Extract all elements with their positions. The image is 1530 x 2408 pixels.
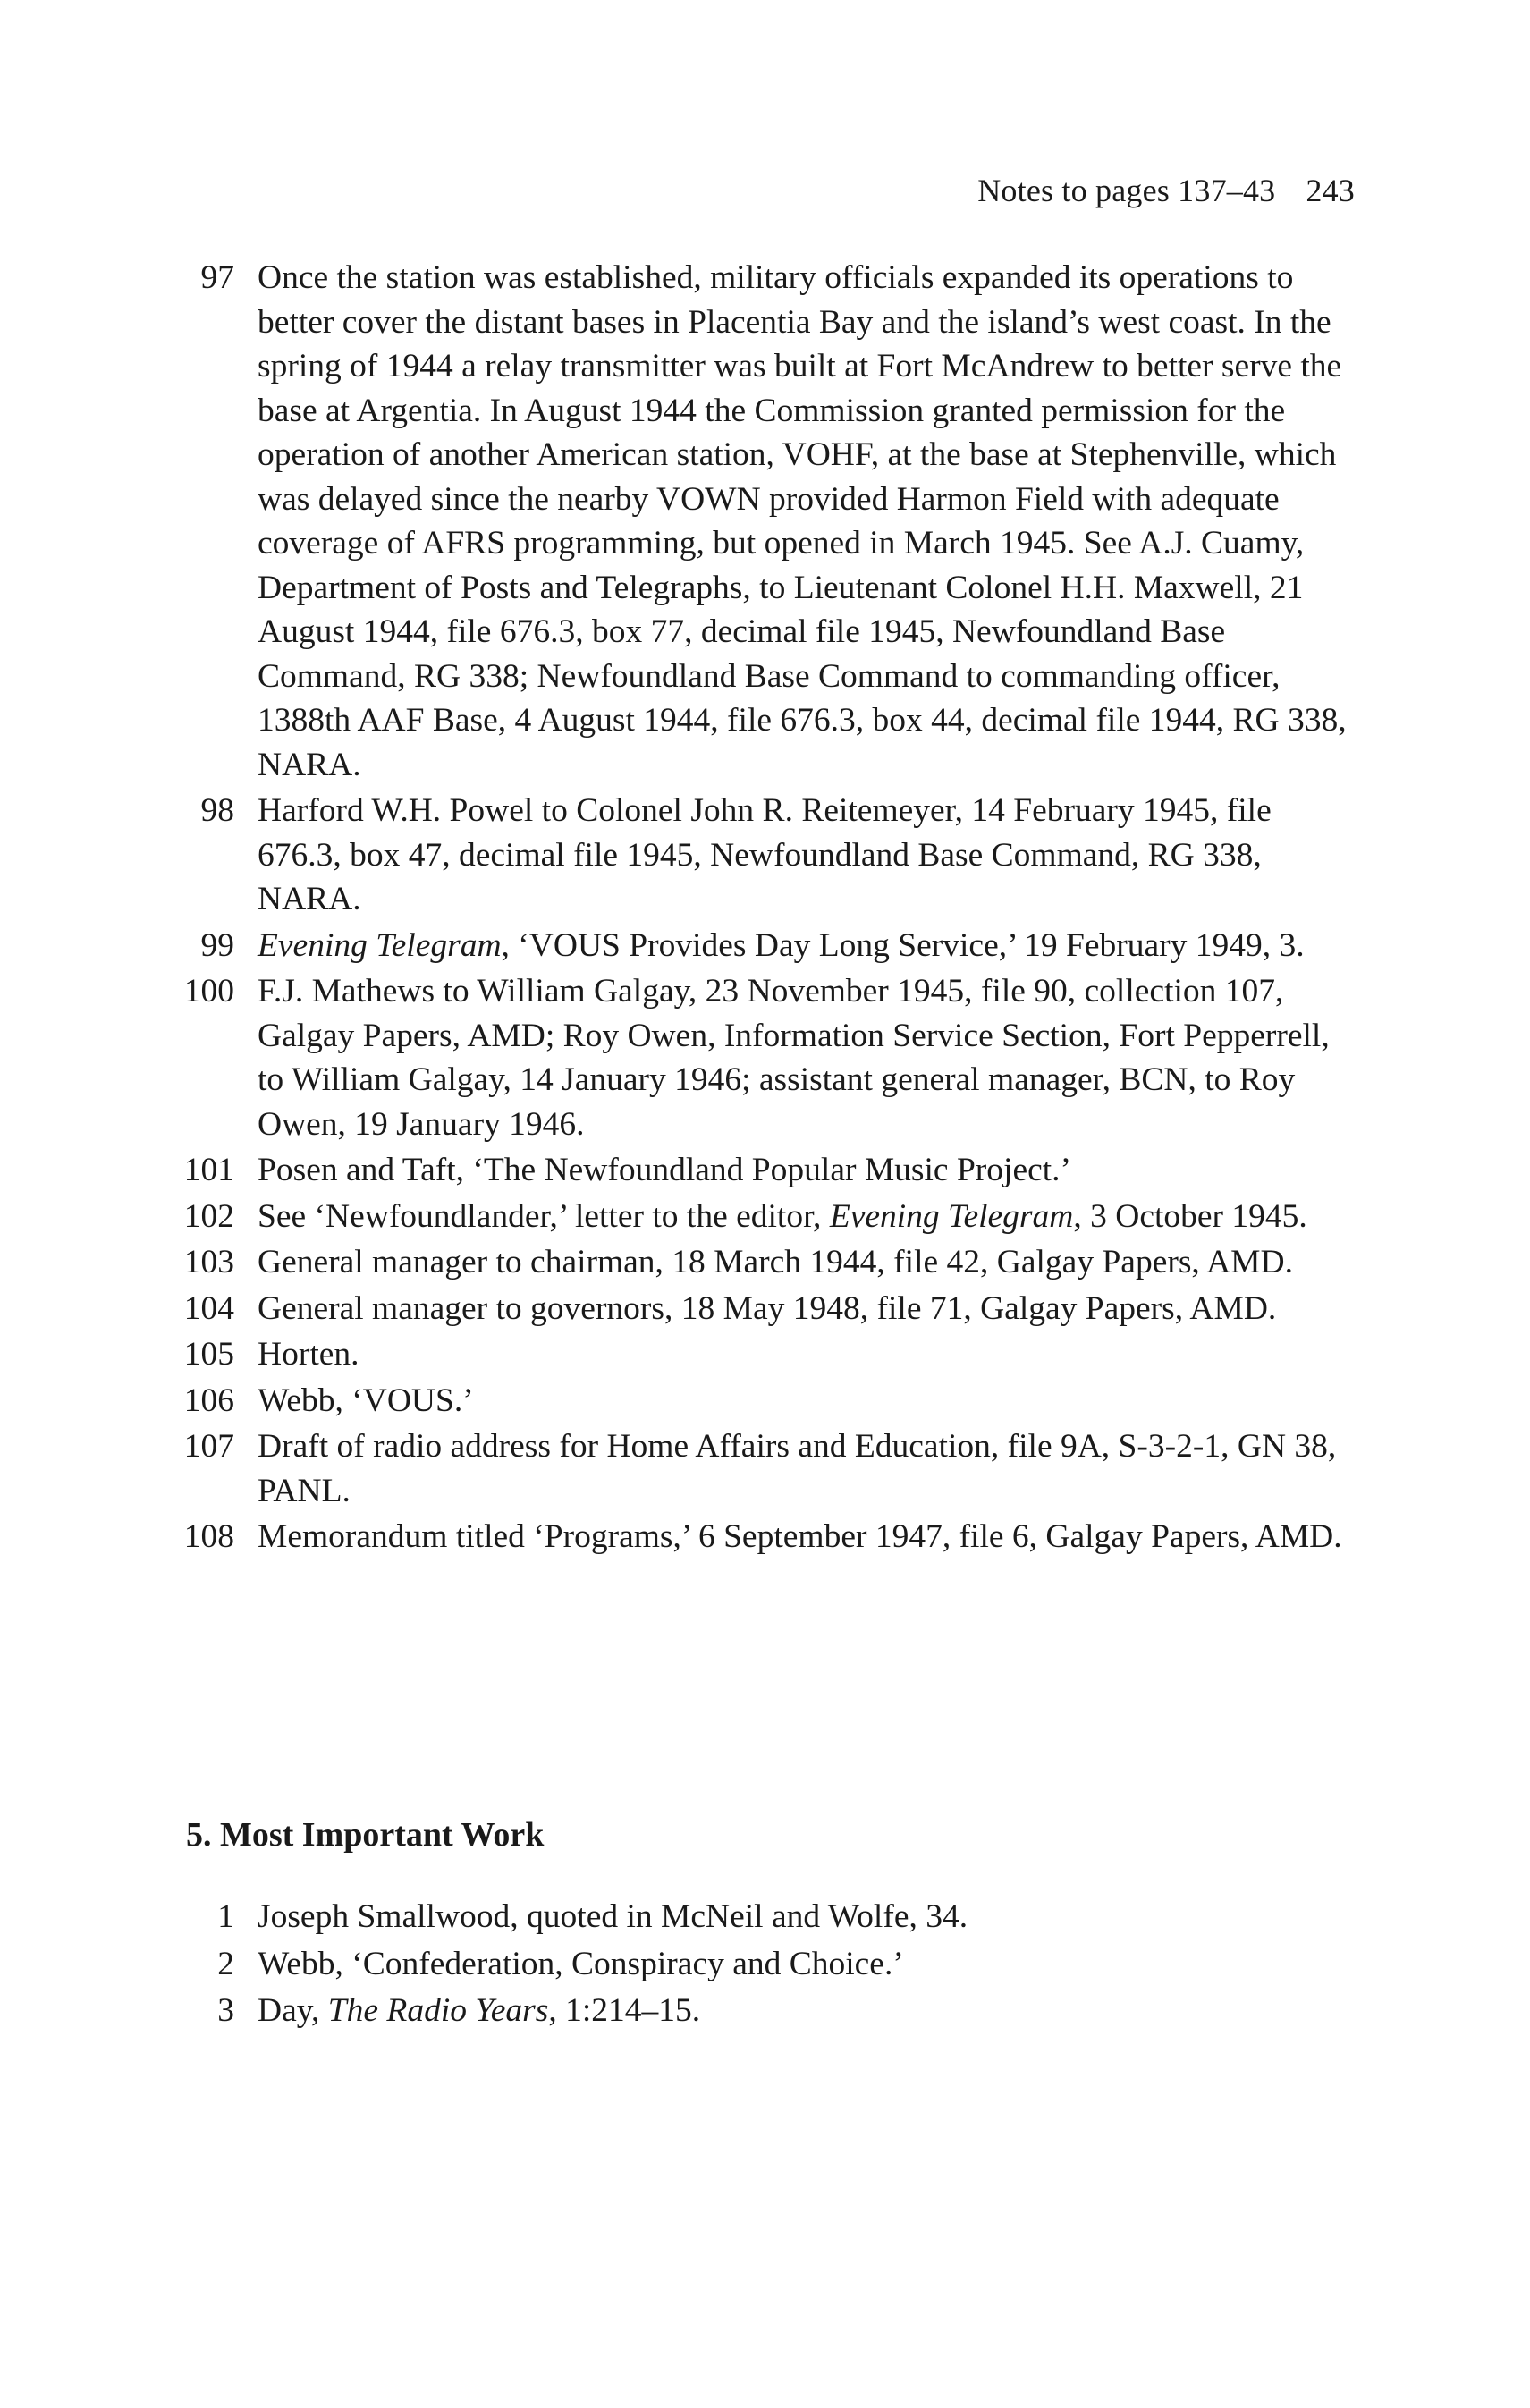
footnote: [179, 1240, 1359, 1285]
footnote-text: [258, 1240, 1359, 1285]
footnote: [179, 1895, 1359, 1939]
footnote-text-run: Posen and Taft, ‘The Newfoundland Popular Music Project.’: [258, 1152, 1072, 1188]
footnote-text: [258, 1424, 1359, 1513]
footnote-text-run: Harford W.H. Powel to Colonel John R. Reitemeyer, 14 February 1945, file 676.3, box 47, decimal file 1945, Newfoundland Base Command, RG 338, NARA.: [258, 792, 1272, 917]
footnote: [179, 1332, 1359, 1377]
italic-title: Evening Telegram: [829, 1197, 1074, 1235]
footnote-text-run: Memorandum titled ‘Programs,’ 6 September 1947, file 6, Galgay Papers, AMD.: [258, 1518, 1342, 1555]
footnote: [179, 924, 1359, 968]
footnote-text-run: , ‘VOUS Provides Day Long Service,’ 19 February 1949, 3.: [501, 926, 1305, 964]
footnote-text: [258, 1989, 1359, 2033]
footnote-number: 98: [200, 792, 234, 829]
footnote-text-run: F.J. Mathews to William Galgay, 23 November 1945, file 90, collection 107, Galgay Papers, AMD; Roy Owen, Information Service Section, Fort Pepperrell, to William Galgay, 14 January 1946; assistant general manager, BCN, to Roy Owen, 19 January 1946.: [258, 973, 1330, 1143]
footnote-text-run: , 3 October 1945.: [1073, 1197, 1307, 1235]
footnote-text-run: General manager to governors, 18 May 1948, file 71, Galgay Papers, AMD.: [258, 1289, 1277, 1327]
footnote: [179, 1195, 1359, 1239]
footnote-number: 100: [183, 973, 234, 1010]
page-number: 243: [1306, 173, 1355, 208]
footnote-text: [258, 1942, 1359, 1987]
footnote-number: 97: [200, 259, 234, 296]
footnote-text: [258, 789, 1359, 922]
footnote-text-run: Webb, ‘VOUS.’: [258, 1381, 474, 1419]
footnote-number: 101: [183, 1152, 234, 1188]
footnote-text-run: , 1:214–15.: [548, 1992, 701, 2029]
footnote-text-run: General manager to chairman, 18 March 1944, file 42, Galgay Papers, AMD.: [258, 1244, 1293, 1280]
footnote-text-run: See ‘Newfoundlander,’ letter to the editor,: [258, 1197, 830, 1235]
italic-title: Evening Telegram: [258, 926, 502, 964]
footnote-number: 1: [217, 1898, 234, 1935]
footnote-number: 2: [217, 1945, 234, 1982]
footnote-number: 102: [183, 1197, 234, 1235]
footnote-text: [258, 1148, 1359, 1193]
section-heading: 5. Most Important Work: [186, 1816, 545, 1854]
footnote-text: [258, 1895, 1359, 1939]
footnote-number: 105: [183, 1336, 234, 1373]
footnote: [179, 789, 1359, 922]
footnote: [179, 969, 1359, 1146]
notes-list-chapter-4: [179, 256, 1359, 1561]
footnote-text: [258, 924, 1359, 968]
footnote: [179, 1148, 1359, 1193]
footnote-number: 3: [217, 1992, 234, 2029]
running-head: Notes to pages 137–43: [977, 173, 1276, 208]
footnote-number: 103: [183, 1244, 234, 1280]
footnote: [179, 1287, 1359, 1331]
footnote-text-run: Draft of radio address for Home Affairs and Education, file 9A, S-3-2-1, GN 38, PANL.: [258, 1428, 1337, 1509]
footnote-number: 107: [183, 1428, 234, 1465]
footnote-text-run: Once the station was established, military officials expanded its operations to better cover the distant bases in Placentia Bay and the island’s west coast. In the spring of 1944 a relay transmitter was built at Fort McAndrew to better serve the base at Argentia. In August 1944 the Commission granted permission for the operation of another American station, VOHF, at the base at Stephenville, which was delayed since the nearby VOWN provided Harmon Field with adequate coverage of AFRS programming, but opened in March 1945. See A.J. Cuamy, Department of Posts and Telegraphs, to Lieutenant Colonel H.H. Maxwell, 21 August 1944, file 676.3, box 77, decimal file 1945, Newfoundland Base Command, RG 338; Newfoundland Base Command to commanding officer, 1388th AAF Base, 4 August 1944, file 676.3, box 44, decimal file 1944, RG 338, NARA.: [258, 259, 1347, 783]
footnote: [179, 1942, 1359, 1987]
footnote-text: [258, 969, 1359, 1146]
footnote-number: 99: [200, 926, 234, 964]
footnote-number: 104: [183, 1289, 234, 1327]
footnote: [179, 1515, 1359, 1559]
footnote-text: [258, 1195, 1359, 1239]
footnote-text-run: Day,: [258, 1992, 328, 2029]
footnote: [179, 256, 1359, 787]
footnote-text: [258, 1515, 1359, 1559]
footnote-text: [258, 1287, 1359, 1331]
footnote: [179, 1379, 1359, 1424]
footnote: [179, 1989, 1359, 2033]
notes-list-chapter-5: [179, 1895, 1359, 2036]
footnote-text: [258, 1379, 1359, 1424]
italic-title: The Radio Years: [327, 1992, 549, 2029]
footnote-text: [258, 256, 1359, 787]
footnote-number: 108: [183, 1518, 234, 1555]
footnote-text-run: Horten.: [258, 1336, 359, 1373]
page-header: [977, 172, 1355, 209]
footnote-number: 106: [183, 1381, 234, 1419]
footnote-text-run: Webb, ‘Confederation, Conspiracy and Choice.’: [258, 1945, 904, 1982]
footnote-text: [258, 1332, 1359, 1377]
footnote: [179, 1424, 1359, 1513]
footnote-text-run: Joseph Smallwood, quoted in McNeil and Wolfe, 34.: [258, 1898, 968, 1935]
